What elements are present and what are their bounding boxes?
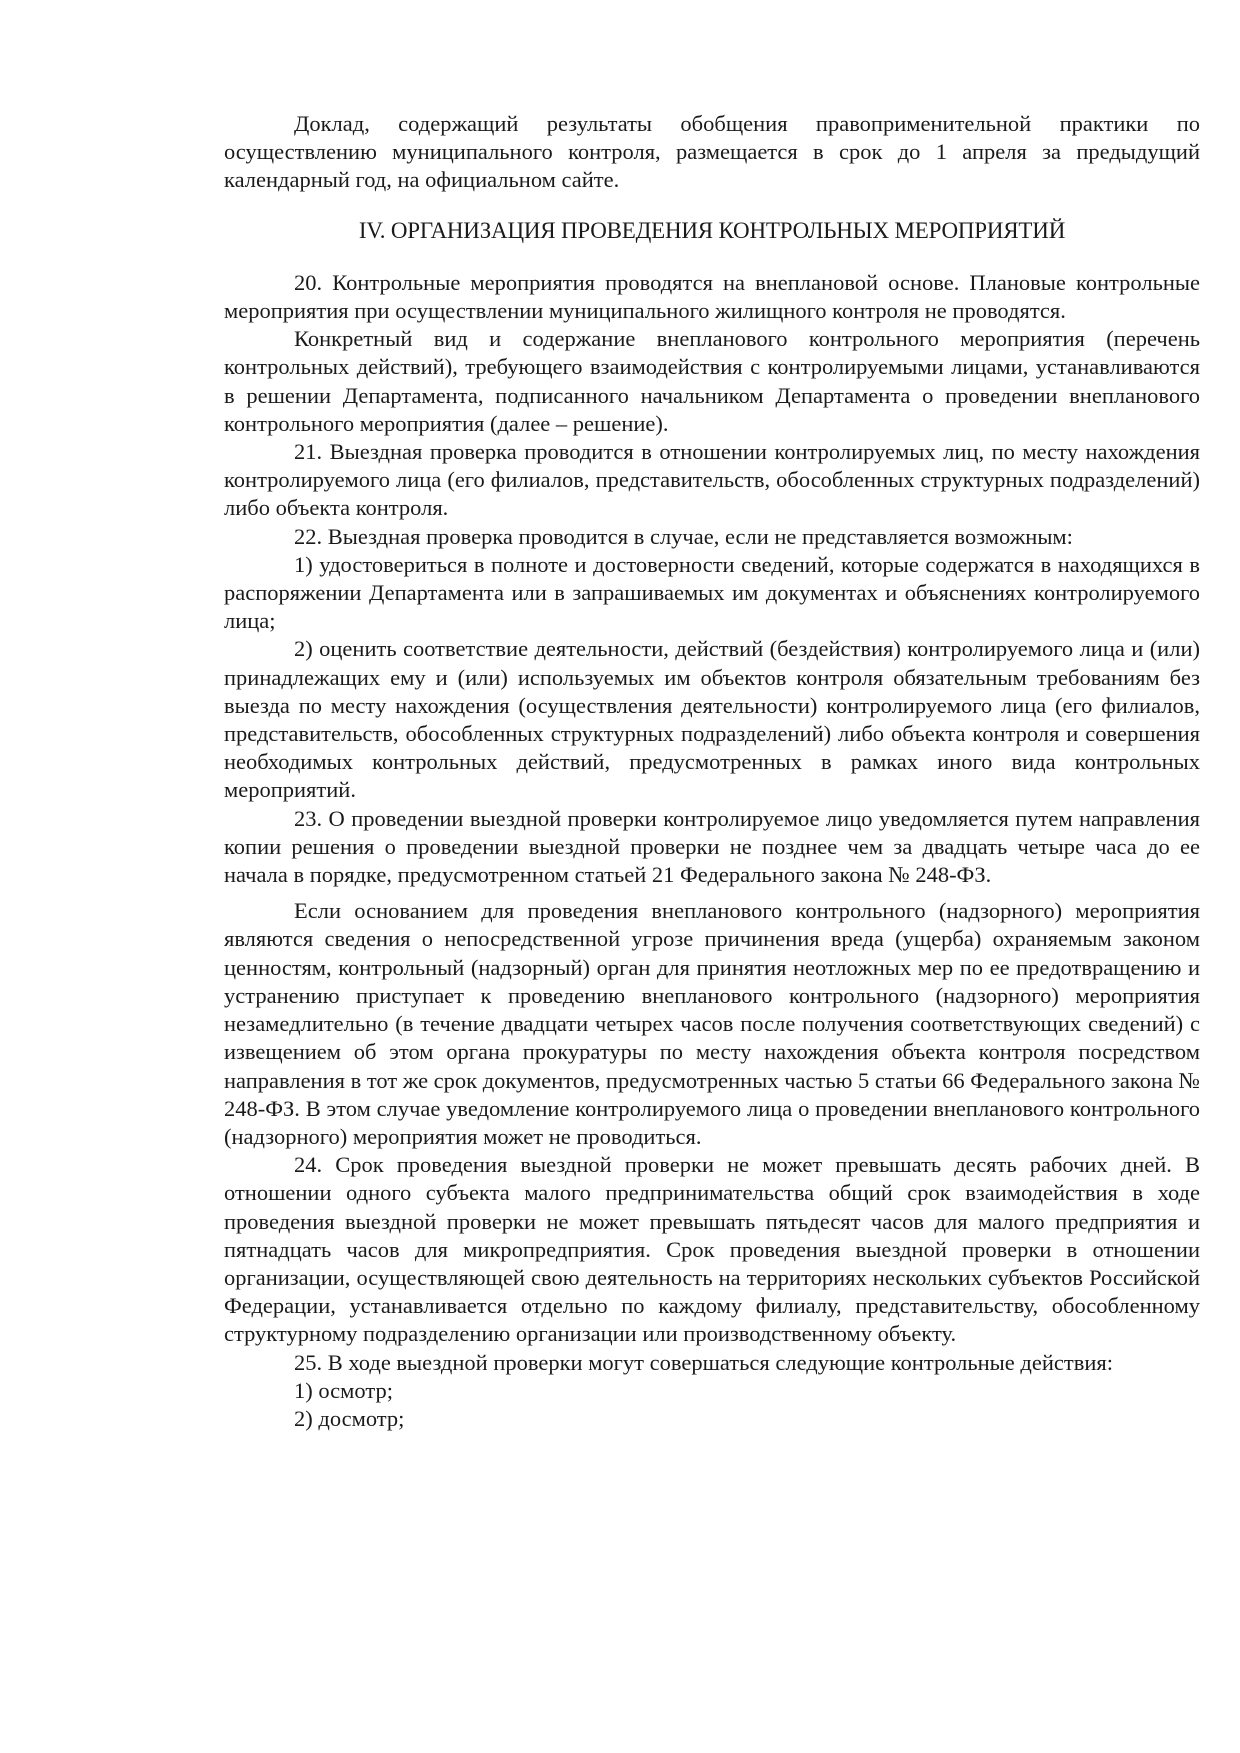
paragraph-21: 21. Выездная проверка проводится в отношении контролируемых лиц, по месту нахождения контролируемого лица (его филиалов, представительств, обособленных структурных подразделений) либо объекта контроля. bbox=[224, 439, 1200, 521]
list-item-inspection: 1) осмотр; bbox=[294, 1377, 393, 1403]
paragraph-22-item-2: 2) оценить соответствие деятельности, действий (бездействия) контролируемого лица и (или) принадлежащих ему и (или) используемых им объектов контроля обязательным требованиям без выезда по месту нахождения (осуществления деятельности) контролируемого лица (его филиалов, представительств, обособленных структурных подразделений) либо объекта контроля и совершения необходимых контрольных действий, предусмотренных в рамках иного вида контрольных мероприятий. bbox=[224, 636, 1200, 803]
paragraph-gap bbox=[224, 889, 1200, 897]
paragraph-23: 23. О проведении выездной проверки контролируемое лицо уведомляется путем направления копии решения о проведении выездной проверки не позднее чем за двадцать четыре часа до ее начала в порядке, предусмотренном статьей 21 Федерального закона № 248-ФЗ. bbox=[224, 805, 1200, 888]
paragraph-24: 24. Срок проведения выездной проверки не может превышать десять рабочих дней. В отношении одного субъекта малого предпринимательства общий срок взаимодействия в ходе проведения выездной проверки не может превышать пятьдесят часов для малого предприятия и пятнадцать часов для микропредприятия. Срок проведения выездной проверки в отношении организации, осуществляющей свою деятельность на территориях нескольких субъектов Российской Федерации, устанавливается отдельно по каждому филиалу, представительству, обособленному структурному подразделению организации или производственному объекту. bbox=[224, 1152, 1200, 1347]
list-item-search: 2) досмотр; bbox=[294, 1405, 405, 1431]
paragraph-20: 20. Контрольные мероприятия проводятся на внеплановой основе. Плановые контрольные мероприятия при осуществлении муниципального жилищного контроля не проводятся. bbox=[224, 269, 1200, 324]
section-heading: IV. ОРГАНИЗАЦИЯ ПРОВЕДЕНИЯ КОНТРОЛЬНЫХ МЕРОПРИЯТИЙ bbox=[358, 217, 1066, 243]
paragraph-20-details: Конкретный вид и содержание внепланового контрольного мероприятия (перечень контрольных действий), требующего взаимодействия с контролируемыми лицами, устанавливаются в решении Департамента, подписанного начальником Департамента о проведении внепланового контрольного мероприятия (далее – решение). bbox=[224, 326, 1200, 436]
paragraph-22-item-1: 1) удостовериться в полноте и достоверности сведений, которые содержатся в находящихся в распоряжении Департамента или в запрашиваемых им документах и объяснениях контролируемого лица; bbox=[224, 551, 1200, 634]
paragraph-22: 22. Выездная проверка проводится в случае, если не представляется возможным: bbox=[294, 523, 1073, 549]
paragraph-23-urgent: Если основанием для проведения внепланового контрольного (надзорного) мероприятия являются сведения о непосредственной угрозе причинения вреда (ущерба) охраняемым законом ценностям, контрольный (надзорный) орган для принятия неотложных мер по ее предотвращению и устранению приступает к проведению внепланового контрольного (надзорного) мероприятия незамедлительно (в течение двадцати четырех часов после получения соответствующих сведений) с извещением об этом органа прокуратуры по месту нахождения объекта контроля посредством направления в тот же срок документов, предусмотренных частью 5 статьи 66 Федерального закона № 248-ФЗ. В этом случае уведомление контролируемого лица о проведении внепланового контрольного (надзорного) мероприятия может не проводиться. bbox=[224, 898, 1200, 1149]
paragraph-25: 25. В ходе выездной проверки могут совершаться следующие контрольные действия: bbox=[294, 1349, 1113, 1375]
document-body bbox=[224, 110, 1200, 1433]
intro-paragraph: Доклад, содержащий результаты обобщения правоприменительной практики по осуществлению муниципального контроля, размещается в срок до 1 апреля за предыдущий календарный год, на официальном сайте. bbox=[224, 111, 1200, 193]
